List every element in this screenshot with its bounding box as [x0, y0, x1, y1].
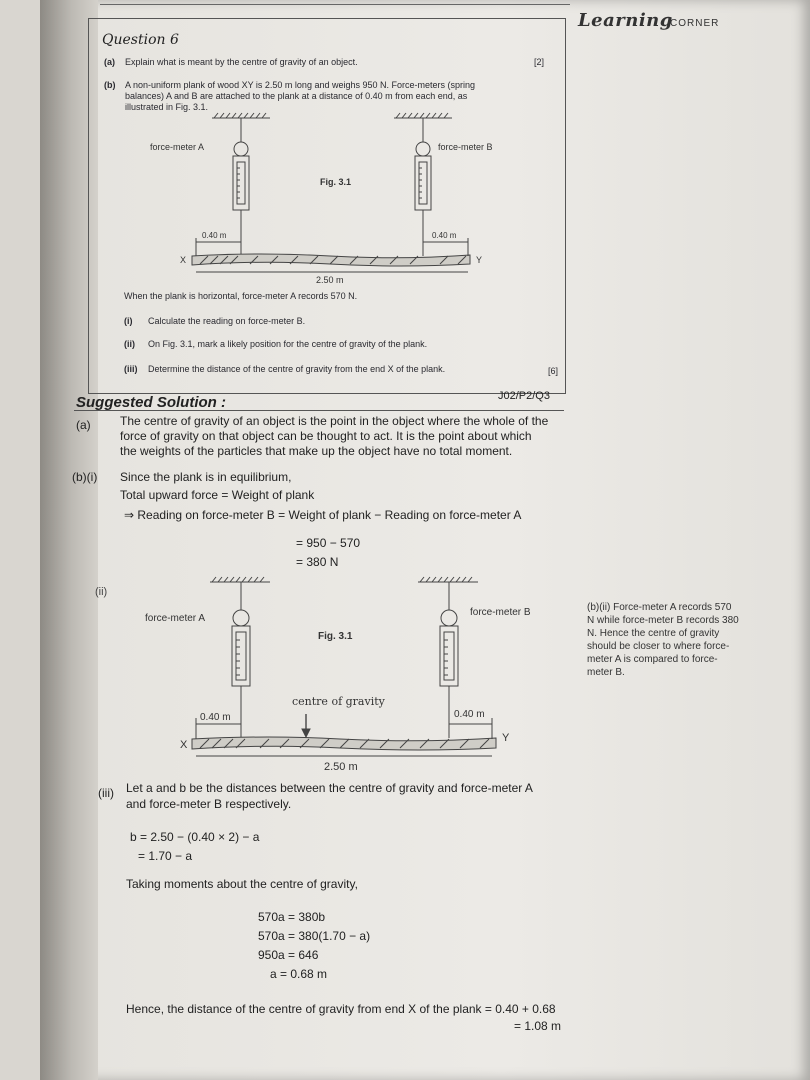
side-note-line-5: meter A is compared to force-: [587, 654, 718, 665]
question-a-marks: [2]: [534, 57, 545, 67]
final-answer: = 1.08 m: [514, 1019, 562, 1033]
question-statement: When the plank is horizontal, force-meter A records 570 N.: [124, 291, 358, 301]
solution-rule: [74, 410, 564, 411]
ring-a: [234, 142, 248, 156]
fig1-dist-right: 0.40 m: [432, 231, 457, 240]
question-sub-ii-text: On Fig. 3.1, mark a likely position for the centre of gravity of the plank.: [148, 339, 428, 349]
solution-a-line-2: force of gravity on that object can be thought to act. It is the point about which: [120, 429, 532, 443]
fig2-length: 2.50 m: [324, 761, 358, 773]
fig2-end-y: Y: [502, 732, 510, 744]
question-a-label: (a): [104, 57, 115, 67]
solution-bii-label: (ii): [95, 586, 108, 598]
fig1-end-y: Y: [476, 255, 483, 265]
solution-biii-line-1: Let a and b be the distances between the centre of gravity and force-meter A: [126, 781, 533, 795]
solution-heading: Suggested Solution :: [76, 394, 226, 411]
fig2-end-x: X: [180, 739, 188, 751]
hatch-b: [396, 113, 448, 118]
moment-eq-4: a = 0.68 m: [270, 967, 328, 981]
moment-eq-3: 950a = 646: [258, 948, 319, 962]
question-a-text: Explain what is meant by the centre of gravity of an object.: [125, 57, 358, 67]
question-sub-i-text: Calculate the reading on force-meter B.: [148, 316, 306, 326]
question-title: Question 6: [102, 32, 179, 48]
solution-bi-label: (b)(i): [72, 470, 98, 484]
side-note-line-6: meter B.: [587, 667, 625, 678]
solution-a-line-3: the weights of the particles that make up the object have no total moment.: [120, 444, 513, 458]
meter-body-b: [415, 156, 431, 210]
taking-moments: Taking moments about the centre of gravity,: [126, 877, 358, 891]
ring-b2: [441, 610, 457, 626]
question-b-line-3: illustrated in Fig. 3.1.: [125, 102, 209, 112]
fig2-cog-label: centre of gravity: [292, 695, 385, 708]
header-rule: [100, 4, 570, 5]
hatch-a: [214, 113, 266, 118]
solution-bi-line-4: = 950 − 570: [296, 536, 361, 550]
fig2-dist-left: 0.40 m: [200, 712, 231, 723]
equation-b-result: = 1.70 − a: [138, 849, 193, 863]
fig1-dist-left: 0.40 m: [202, 231, 227, 240]
fig1-meter-a-label: force-meter A: [150, 142, 205, 152]
solution-biii-line-2: and force-meter B respectively.: [126, 797, 292, 811]
fig2-meter-b-label: force-meter B: [470, 607, 531, 618]
question-sub-iii-text: Determine the distance of the centre of gravity from the end X of the plank.: [148, 364, 446, 374]
meter-body-b2: [440, 626, 458, 686]
figure-3-1-solution: [140, 568, 531, 778]
question-sub-i-label: (i): [124, 316, 133, 326]
final-statement: Hence, the distance of the centre of gravity from end X of the plank = 0.40 + 0.68: [126, 1002, 556, 1016]
question-b-label: (b): [104, 80, 116, 90]
solution-a-label: (a): [76, 418, 91, 432]
solution-bi-line-1: Since the plank is in equilibrium,: [120, 470, 292, 484]
side-note-line-4: should be closer to where force-: [587, 641, 730, 652]
equation-b: b = 2.50 − (0.40 × 2) − a: [130, 830, 260, 844]
side-note-line-1: (b)(ii) Force-meter A records 570: [587, 602, 732, 613]
side-note-line-3: N. Hence the centre of gravity: [587, 628, 720, 639]
figure-3-1-question: [140, 110, 510, 290]
ring-b: [416, 142, 430, 156]
solution-a-line-1: The centre of gravity of an object is the point in the object where the whole of the: [120, 414, 549, 428]
brand-corner: CORNER: [670, 18, 720, 29]
fig1-end-x: X: [180, 255, 187, 265]
question-b-marks: [6]: [548, 366, 559, 376]
fig1-meter-b-label: force-meter B: [438, 142, 493, 152]
meter-body-a2: [232, 626, 250, 686]
solution-biii-label: (iii): [98, 786, 114, 800]
side-note-line-2: N while force-meter B records 380: [587, 615, 739, 626]
solution-bi-line-5: = 380 N: [296, 555, 339, 569]
question-b-line-2: balances) A and B are attached to the plank at a distance of 0.40 m from each end, as: [125, 91, 468, 101]
question-sub-iii-label: (iii): [124, 364, 138, 374]
question-reference: J02/P2/Q3: [498, 390, 550, 402]
moment-eq-1: 570a = 380b: [258, 910, 326, 924]
ring-a2: [233, 610, 249, 626]
solution-bi-line-3: ⇒ Reading on force-meter B = Weight of plank − Reading on force-meter A: [124, 508, 522, 522]
fig2-dist-right: 0.40 m: [454, 709, 485, 720]
question-b-line-1: A non-uniform plank of wood XY is 2.50 m long and weighs 950 N. Force-meters (spring: [125, 80, 476, 90]
meter-body-a: [233, 156, 249, 210]
moment-eq-2: 570a = 380(1.70 − a): [258, 929, 371, 943]
fig1-label: Fig. 3.1: [320, 177, 352, 187]
fig1-length: 2.50 m: [316, 275, 344, 285]
side-note: [587, 601, 787, 679]
brand-logo: Learning: [578, 10, 673, 31]
solution-bi-line-2: Total upward force = Weight of plank: [120, 488, 315, 502]
fig2-label: Fig. 3.1: [318, 631, 353, 642]
question-sub-ii-label: (ii): [124, 339, 135, 349]
fig2-meter-a-label: force-meter A: [145, 613, 206, 624]
